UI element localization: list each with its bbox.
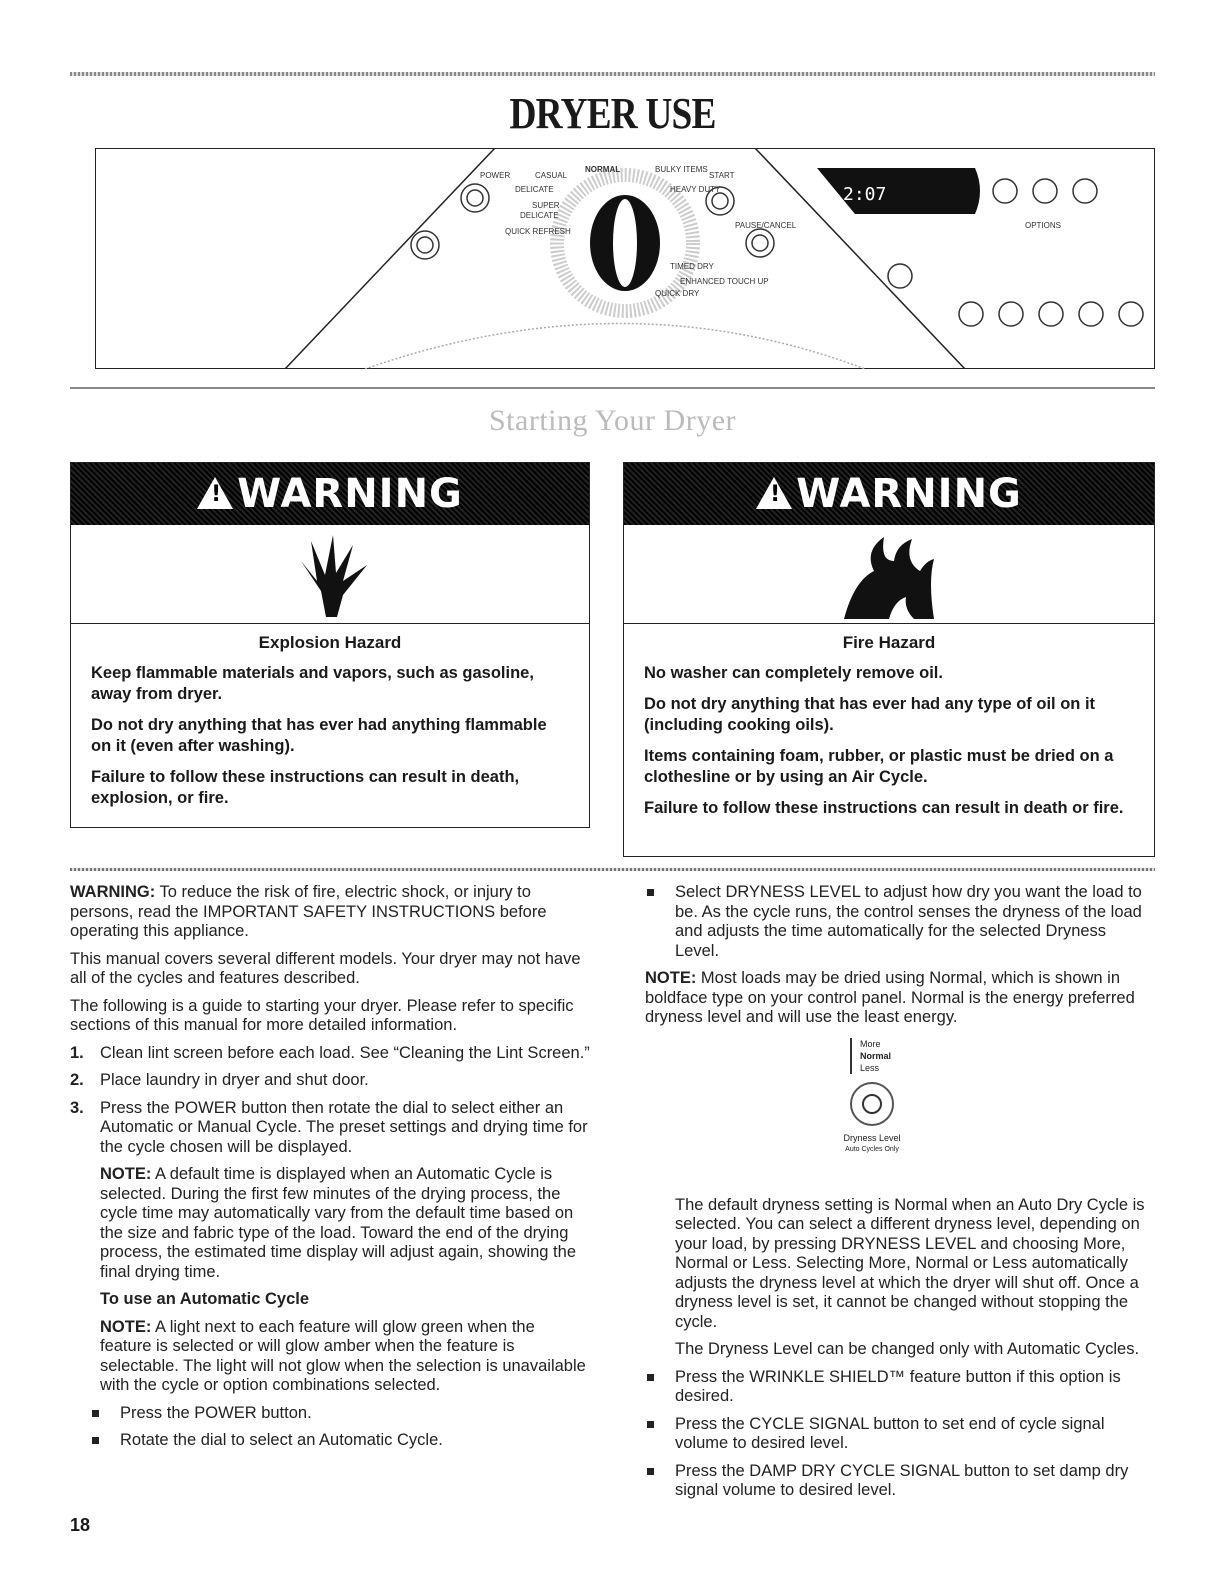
bullet-item: Press the CYCLE SIGNAL button to set end of cycle signal volume to desired level. — [635, 1415, 1145, 1454]
warning-header — [624, 463, 1154, 525]
note-label: NOTE: — [645, 969, 697, 987]
note-label: NOTE: — [100, 1317, 152, 1336]
explosion-warning-box — [70, 462, 590, 828]
hazard-title: Fire Hazard — [842, 633, 936, 652]
section-rule — [70, 387, 1155, 389]
page-title: DRYER USE — [509, 89, 716, 138]
dryness-option: Normal — [860, 1050, 892, 1061]
top-rule — [70, 72, 1155, 76]
bullet-item: Select DRYNESS LEVEL to adjust how dry you want the load to be. As the cycle runs, the control senses the dryness of the load and adjusts the time automatically for the selected Dryness Level. — [635, 883, 1145, 961]
note-paragraph — [70, 1318, 590, 1396]
warning-line: Do not dry anything that has ever had any type of oil on it (including cooking oils). — [644, 695, 1096, 734]
svg-text:PAUSE/CANCEL: PAUSE/CANCEL — [735, 221, 797, 230]
svg-text:DELICATE: DELICATE — [515, 185, 554, 194]
note-text: Most loads may be dried using Normal, which is shown in boldface type on your control panel. Normal is the energy preferred dryness level and will use the least energy. — [645, 969, 1135, 1026]
fire-icon — [624, 525, 1154, 624]
auto-cycles-caption: Auto Cycles Only — [845, 1145, 899, 1153]
warning-heading: WARNING — [237, 471, 463, 517]
step-number: 1. — [70, 1043, 84, 1062]
bullet-item: Rotate the dial to select an Automatic Cycle. — [80, 1431, 590, 1451]
warning-header — [71, 463, 589, 525]
svg-text:START: START — [709, 171, 735, 180]
step-number: 3. — [70, 1098, 84, 1117]
dryness-option: More — [860, 1038, 881, 1049]
dryness-note-paragraph: The Dryness Level can be changed only with Automatic Cycles. — [675, 1340, 1140, 1358]
step-item — [70, 1044, 590, 1064]
svg-text:QUICK DRY: QUICK DRY — [655, 289, 700, 298]
bullet-item: Press the DAMP DRY CYCLE SIGNAL button to set damp dry signal volume to desired level. — [635, 1462, 1145, 1501]
step-item — [70, 1071, 590, 1091]
warning-triangle-icon — [756, 477, 792, 509]
warning-line: Keep flammable materials and vapors, such as gasoline, away from dryer. — [91, 664, 534, 703]
warning-line: Do not dry anything that has ever had anything flammable on it (even after washing). — [91, 716, 547, 755]
warning-text: To reduce the risk of fire, electric shock, or injury to persons, read the IMPORTANT SAFETY INSTRUCTIONS before operating this appliance. — [70, 883, 547, 940]
step-text: Press the POWER button then rotate the dial to select either an Automatic or Manual Cycle. The preset settings and drying time for the cycle chosen will be displayed. — [100, 1098, 588, 1156]
svg-text:OPTIONS: OPTIONS — [1025, 221, 1062, 230]
step-text: Clean lint screen before each load. See “Cleaning the Lint Screen.” — [100, 1043, 590, 1062]
display-time: 2:07 — [843, 184, 887, 205]
intro-paragraph: This manual covers several different models. Your dryer may not have all of the cycles and features described. — [70, 949, 581, 987]
default-dryness-paragraph: The default dryness setting is Normal when an Auto Dry Cycle is selected. You can select a different dryness level, depending on your load, by pressing DRYNESS LEVEL and choosing More, Normal or Less. Selecting More, Normal or Less automatically adjusts the dryness level at which the dryer will shut off. Once a dryness level is set, it cannot be changed without stopping the cycle. — [675, 1195, 1145, 1331]
note-text: A light next to each feature will glow green when the feature is selected or will glow amber when the feature is selectable. The light will not glow when the selection is unavailable with the cycle or option combinations selected. — [100, 1317, 586, 1394]
warning-line: No washer can completely remove oil. — [644, 664, 943, 682]
bullet-item: Press the WRINKLE SHIELD™ feature button if this option is desired. — [635, 1368, 1145, 1407]
explosion-icon — [71, 525, 589, 624]
section-title: Starting Your Dryer — [489, 404, 736, 437]
page-number: 18 — [70, 1515, 91, 1535]
control-panel-illustration — [95, 148, 1155, 369]
automatic-cycle-heading: To use an Automatic Cycle — [100, 1290, 310, 1308]
step-number: 2. — [70, 1071, 84, 1089]
fire-warning-box — [623, 462, 1155, 857]
warning-line: Items containing foam, rubber, or plastic must be dried on a clothesline or by using an Air Cycle. — [644, 747, 1114, 786]
svg-text:DELICATE: DELICATE — [520, 211, 559, 220]
section-rule — [70, 868, 1155, 871]
hazard-title: Explosion Hazard — [258, 633, 402, 652]
warning-triangle-icon — [197, 477, 233, 509]
svg-text:TIMED DRY: TIMED DRY — [670, 262, 714, 271]
bullet-item: Press the POWER button. — [80, 1404, 590, 1424]
warning-line: Failure to follow these instructions can result in death, explosion, or fire. — [91, 768, 520, 807]
svg-text:BULKY ITEMS: BULKY ITEMS — [655, 165, 708, 174]
note-paragraph — [645, 969, 1145, 1028]
warning-heading: WARNING — [796, 471, 1022, 517]
svg-text:HEAVY DUTY: HEAVY DUTY — [670, 185, 721, 194]
step-item — [70, 1099, 590, 1158]
dryness-level-figure — [645, 1038, 1145, 1188]
warning-label: WARNING: — [70, 883, 156, 901]
left-column — [70, 883, 590, 1459]
step-text: Place laundry in dryer and shut door. — [100, 1071, 369, 1089]
button-ring-icon — [862, 1094, 882, 1114]
safety-paragraph — [70, 883, 590, 942]
svg-text:SUPER: SUPER — [532, 201, 560, 210]
note-paragraph — [70, 1165, 590, 1282]
svg-text:QUICK REFRESH: QUICK REFRESH — [505, 227, 571, 236]
dryness-level-button — [850, 1082, 894, 1126]
svg-text:ENHANCED TOUCH UP: ENHANCED TOUCH UP — [680, 277, 769, 286]
svg-text:CASUAL: CASUAL — [535, 171, 568, 180]
note-text: A default time is displayed when an Automatic Cycle is selected. During the first few minutes of the drying process, the cycle time may automatically vary from the default time based on the size and fabric type of the load. Toward the end of the drying process, the estimated time display will adjust again, showing the final drying time. — [100, 1165, 576, 1281]
dryness-level-label: Dryness Level — [843, 1132, 901, 1143]
svg-text:NORMAL: NORMAL — [585, 165, 621, 174]
control-panel-drawing — [95, 148, 1155, 369]
svg-text:POWER: POWER — [480, 171, 511, 180]
note-label: NOTE: — [100, 1165, 152, 1183]
warning-line: Failure to follow these instructions can result in death or fire. — [644, 799, 1124, 817]
guide-paragraph: The following is a guide to starting your dryer. Please refer to specific sections of this manual for more detailed information. — [70, 996, 574, 1034]
dryness-option: Less — [860, 1062, 880, 1073]
right-column — [645, 883, 1145, 1509]
